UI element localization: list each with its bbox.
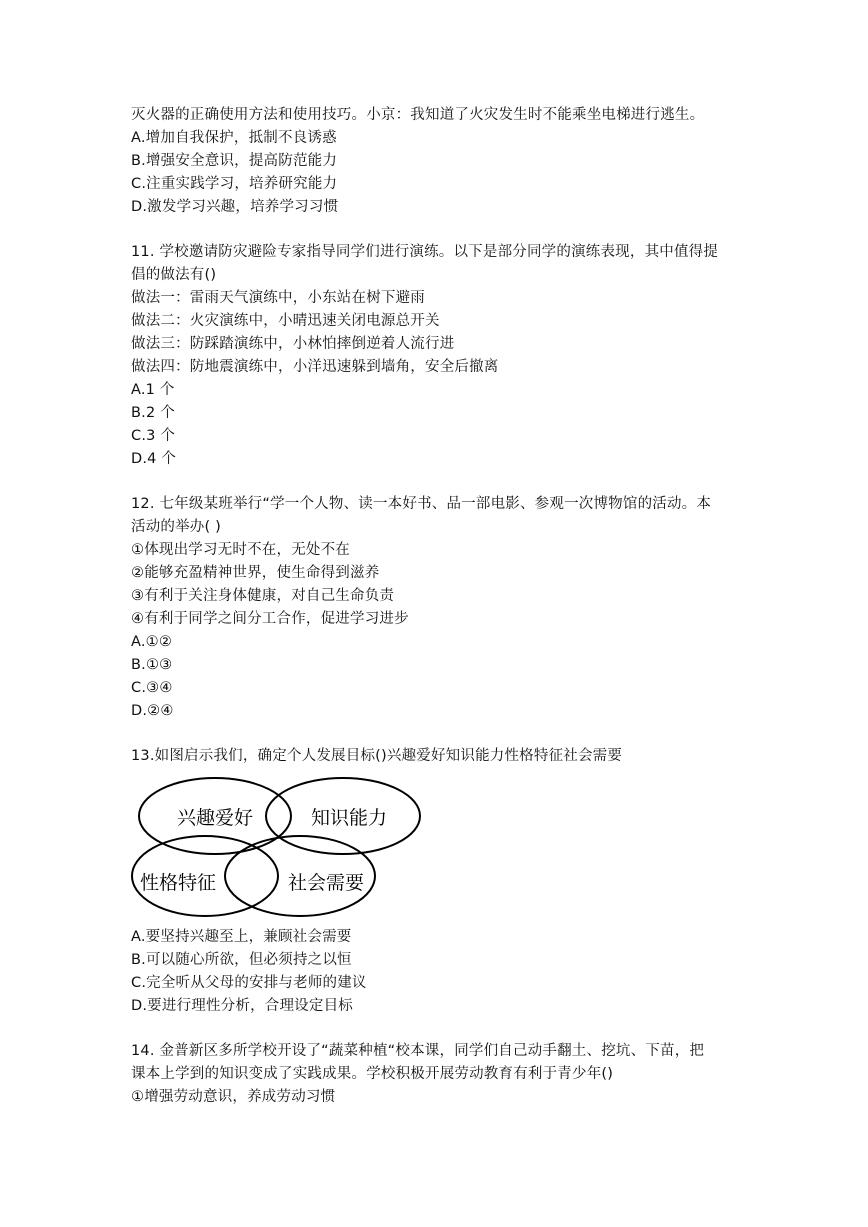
q14-stem-cont: 课本上学到的知识变成了实践成果。学校积极开展劳动教育有利于青少年() [131,1066,614,1082]
label-personality: 性格特征 [140,872,217,894]
q13-option-b: B.可以随心所欲，但必须持之以恒 [131,952,352,968]
q13-option-a: A.要坚持兴趣至上，兼顾社会需要 [131,929,352,945]
option-c: C.注重实践学习，培养研究能力 [131,176,338,192]
q13-stem: 13.如图启示我们，确定个人发展目标()兴趣爱好知识能力性格特征社会需要 [131,748,623,764]
q12-option-a: A.①② [131,634,173,650]
label-knowledge: 知识能力 [311,807,388,829]
q11-option-d: D.4 个 [131,451,177,467]
q12-option-c: C.③④ [131,680,173,696]
option-a: A.增加自我保护，抵制不良诱惑 [131,130,337,146]
q12-item: ①体现出学习无时不在，无处不在 [131,542,350,558]
q11-option-b: B.2 个 [131,405,175,421]
label-interest: 兴趣爱好 [177,807,254,829]
intro-line: 灭火器的正确使用方法和使用技巧。小京：我知道了火灾发生时不能乘坐电梯进行逃生。 [131,107,705,123]
option-d: D.激发学习兴趣，培养学习习惯 [131,199,339,215]
q13-option-c: C.完全听从父母的安排与老师的建议 [131,975,367,991]
q12-item: ④有利于同学之间分工合作，促进学习进步 [131,611,409,627]
q11-item: 做法一：雷雨天气演练中，小东站在树下避雨 [131,290,425,306]
q11-item: 做法四：防地震演练中，小洋迅速躲到墙角，安全后撤离 [131,359,499,375]
q14-item: ①增强劳动意识，养成劳动习惯 [131,1089,336,1105]
q11-option-a: A.1 个 [131,382,175,398]
q11-option-c: C.3 个 [131,428,176,444]
q14-stem: 14. 金普新区多所学校开设了“蔬菜种植“校本课，同学们自己动手翻土、挖坑、下苗，把 [131,1043,705,1059]
q13-option-d: D.要进行理性分析，合理设定目标 [131,998,353,1014]
q12-item: ③有利于关注身体健康，对自己生命负责 [131,588,395,604]
q12-option-b: B.①③ [131,657,173,673]
q12-stem-cont: 活动的举办( ) [131,519,222,535]
q11-item: 做法三：防踩踏演练中，小林怕摔倒逆着人流行进 [131,336,455,352]
q11-stem: 11. 学校邀请防灾避险专家指导同学们进行演练。以下是部分同学的演练表现，其中值得提 [131,244,719,260]
q12-item: ②能够充盈精神世界，使生命得到滋养 [131,565,380,581]
q11-stem-cont: 倡的做法有() [131,267,217,283]
option-b: B.增强安全意识，提高防范能力 [131,153,338,169]
venn-diagram [125,776,445,918]
q11-item: 做法二：火灾演练中，小晴迅速关闭电源总开关 [131,313,440,329]
q12-stem: 12. 七年级某班举行“学一个人物、读一本好书、品一部电影、参观一次博物馆的活动。本 [131,496,712,512]
q12-option-d: D.②④ [131,703,174,719]
label-society: 社会需要 [288,872,365,894]
